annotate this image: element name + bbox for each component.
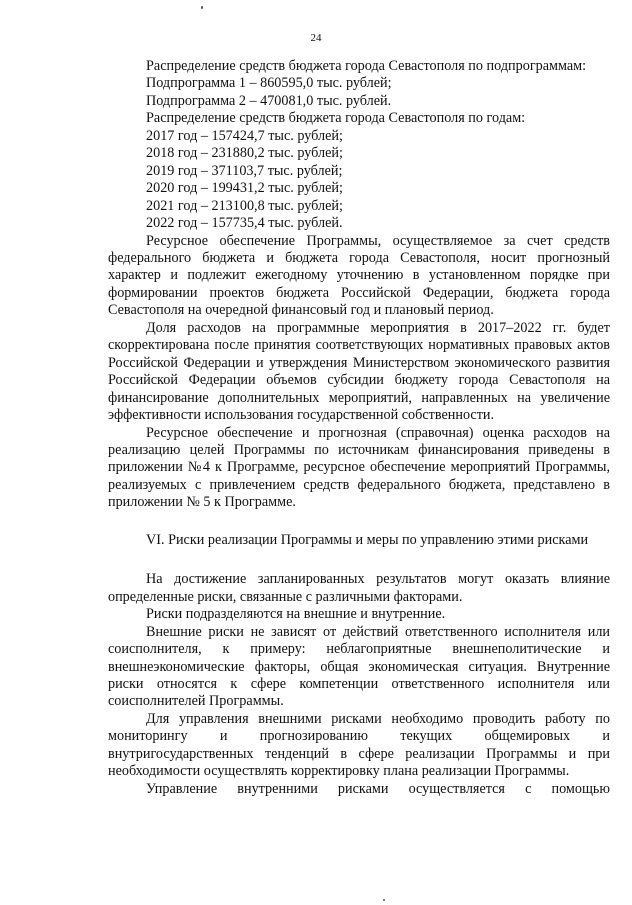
scan-speck-bottom (383, 899, 385, 901)
scan-speck-top (201, 6, 203, 9)
subprogram-1-line: Подпрограмма 1 – 860595,0 тыс. рублей; (146, 75, 392, 92)
year-2022-line: 2022 год – 157735,4 тыс. рублей. (146, 215, 343, 232)
page-number: 24 (310, 32, 322, 44)
paragraph-internal-risk-management: Управление внутренними рисками осуществляется с помощью (146, 780, 610, 797)
paragraph-external-risks: Внешние риски не зависят от действий ответственного исполнителя или соисполнителя, к примеру: неблагоприятные внешнеполитические и внешнеэкономические факторы, общая экономическая ситуация. Внутренние риски относятся к сфере компетенции ответственного исполнителя или соисполнителей Программы. (108, 623, 610, 710)
paragraph-distribution-subprograms: Распределение средств бюджета города Севастополя по подпрограммам: (146, 58, 587, 74)
paragraph-external-risk-management: Для управления внешними рисками необходимо проводить работу по мониторингу и прогнозированию текущих общемировых и внутригосударственных тенденций в сфере реализации Программы и при необходимости осуществлять корректировку плана реализации Программы. (108, 710, 610, 780)
year-2021-line: 2021 год – 213100,8 тыс. рублей; (146, 197, 343, 214)
years-intro-line: Распределение средств бюджета города Севастополя по годам: (146, 110, 526, 127)
year-2020-line: 2020 год – 199431,2 тыс. рублей; (146, 180, 343, 197)
paragraph-expense-share: Доля расходов на программные мероприятия в 2017–2022 гг. будет скорректирована после принятия соответствующих нормативных правовых актов Российской Федерации и утверждения Министерством экономического развития Российской Федерации объемов субсидии бюджету города Севастополя на финансирование дополнительных мероприятий, направленных на увеличение эффективности использования государственной собственности. (108, 319, 610, 424)
subprogram-2-line: Подпрограмма 2 – 470081,0 тыс. рублей. (146, 92, 392, 109)
year-2019-line: 2019 год – 371103,7 тыс. рублей; (146, 162, 343, 179)
year-2017-line: 2017 год – 157424,7 тыс. рублей; (146, 127, 343, 144)
paragraph-resource-estimate: Ресурсное обеспечение и прогнозная (справочная) оценка расходов на реализацию целей Программы по источникам финансирования приведены в приложении №4 к Программе, ресурсное обеспечение мероприятий Программы, реализуемых с привлечением средств федерального бюджета, представлено в приложении № 5 к Программе. (108, 424, 610, 511)
document-body (108, 58, 610, 798)
section-heading: VI. Риски реализации Программы и меры по управлению этими рисками (146, 531, 589, 548)
paragraph-risks-types: Риски подразделяются на внешние и внутренние. (146, 606, 446, 623)
year-2018-line: 2018 год – 231880,2 тыс. рублей; (146, 145, 343, 162)
paragraph-risks-influence: На достижение запланированных результатов могут оказать влияние определенные риски, связанные с различными факторами. (108, 571, 610, 605)
paragraph-resource-provision: Ресурсное обеспечение Программы, осуществляемое за счет средств федерального бюджета и бюджета города Севастополя, носит прогнозный характер и подлежит ежегодному уточнению в установленном порядке при формировании проектов бюджета Российской Федерации, бюджета города Севастополя на очередной финансовый год и плановый период. (108, 232, 610, 319)
